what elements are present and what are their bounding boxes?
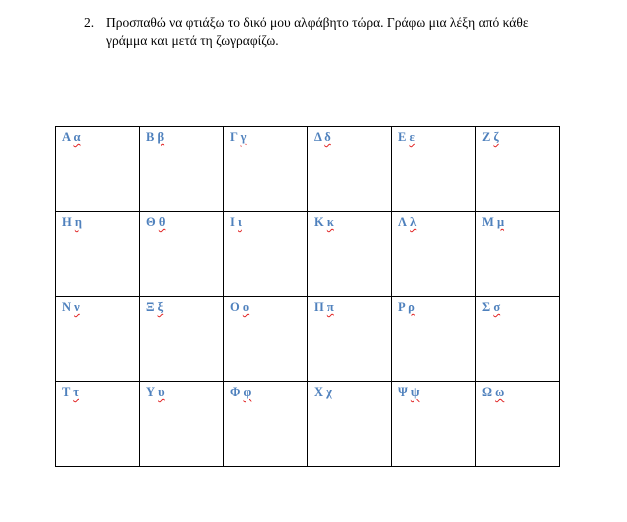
lowercase-letter: ν	[74, 300, 80, 314]
uppercase-letter: Ω	[482, 385, 493, 399]
letter-cell[interactable]	[140, 127, 224, 212]
lowercase-letter: τ	[73, 385, 80, 399]
lowercase-letter: η	[74, 215, 82, 229]
lowercase-letter: ω	[495, 385, 505, 399]
uppercase-letter: Μ	[482, 215, 494, 229]
lowercase-letter: σ	[493, 300, 501, 314]
letter-cell[interactable]	[56, 382, 140, 467]
lowercase-letter: ρ	[408, 300, 415, 314]
letter-label	[476, 297, 559, 315]
lowercase-letter: κ	[326, 215, 334, 229]
uppercase-letter: Α	[62, 130, 71, 144]
lowercase-letter: υ	[158, 385, 165, 399]
letter-label	[308, 212, 391, 230]
letter-cell[interactable]	[224, 127, 308, 212]
letter-cell[interactable]	[476, 382, 560, 467]
letter-cell[interactable]	[56, 127, 140, 212]
letter-label	[392, 212, 475, 230]
lowercase-letter: θ	[158, 215, 166, 229]
letter-cell[interactable]	[224, 212, 308, 297]
lowercase-letter: α	[73, 130, 81, 144]
letter-label	[140, 297, 223, 315]
letter-cell[interactable]	[476, 127, 560, 212]
letter-cell[interactable]	[392, 297, 476, 382]
letter-label	[56, 382, 139, 400]
lowercase-letter: ψ	[410, 385, 420, 399]
uppercase-letter: Π	[314, 300, 324, 314]
lowercase-letter: ε	[409, 130, 415, 144]
uppercase-letter: Υ	[146, 385, 156, 399]
lowercase-letter: φ	[243, 385, 252, 399]
uppercase-letter: Η	[62, 215, 72, 229]
letter-label	[140, 127, 223, 145]
letter-cell[interactable]	[308, 382, 392, 467]
uppercase-letter: Β	[146, 130, 155, 144]
letter-label	[224, 212, 307, 230]
letter-cell[interactable]	[140, 297, 224, 382]
alphabet-grid	[55, 126, 560, 467]
uppercase-letter: Ξ	[146, 300, 155, 314]
lowercase-letter: ο	[242, 300, 250, 314]
lowercase-letter: ι	[238, 215, 242, 229]
lowercase-letter: λ	[410, 215, 417, 229]
letter-label	[476, 127, 559, 145]
uppercase-letter: Χ	[314, 385, 324, 399]
letter-label	[308, 297, 391, 315]
letter-cell[interactable]	[224, 297, 308, 382]
lowercase-letter: π	[326, 300, 334, 314]
letter-cell[interactable]	[56, 212, 140, 297]
letter-label	[140, 212, 223, 230]
letter-label	[392, 297, 475, 315]
lowercase-letter: γ	[240, 130, 247, 144]
uppercase-letter: Σ	[482, 300, 491, 314]
uppercase-letter: Ε	[398, 130, 407, 144]
letter-cell[interactable]	[140, 382, 224, 467]
uppercase-letter: Δ	[314, 130, 322, 144]
letter-label	[56, 212, 139, 230]
letter-label	[224, 297, 307, 315]
uppercase-letter: Ι	[230, 215, 235, 229]
uppercase-letter: Λ	[398, 215, 407, 229]
letter-label	[308, 382, 391, 400]
letter-cell[interactable]	[140, 212, 224, 297]
uppercase-letter: Θ	[146, 215, 156, 229]
lowercase-letter: β	[157, 130, 165, 144]
grid-row	[56, 212, 560, 297]
letter-cell[interactable]	[308, 297, 392, 382]
grid-row	[56, 127, 560, 212]
letter-label	[56, 297, 139, 315]
letter-cell[interactable]	[56, 297, 140, 382]
uppercase-letter: Γ	[230, 130, 238, 144]
lowercase-letter: χ	[326, 385, 332, 399]
instruction-number: 2.	[84, 15, 95, 30]
uppercase-letter: Φ	[230, 385, 241, 399]
uppercase-letter: Ο	[230, 300, 240, 314]
uppercase-letter: Κ	[314, 215, 324, 229]
lowercase-letter: ζ	[493, 130, 499, 144]
instruction-item	[84, 14, 564, 50]
uppercase-letter: Ψ	[398, 385, 408, 399]
lowercase-letter: μ	[496, 215, 505, 229]
letter-label	[476, 212, 559, 230]
letter-cell[interactable]	[476, 212, 560, 297]
letter-cell[interactable]	[476, 297, 560, 382]
lowercase-letter: ξ	[157, 300, 164, 314]
letter-label	[224, 127, 307, 145]
uppercase-letter: Τ	[62, 385, 71, 399]
letter-cell[interactable]	[392, 212, 476, 297]
uppercase-letter: Ν	[62, 300, 72, 314]
letter-label	[392, 127, 475, 145]
instruction-text: Προσπαθώ να φτιάξω το δικό μου αλφάβητο τώρα. Γράφω μια λέξη από κάθε γράμμα και μετά τη ζωγραφίζω.	[106, 15, 529, 48]
letter-label	[308, 127, 391, 145]
letter-label	[224, 382, 307, 400]
grid-row	[56, 382, 560, 467]
letter-cell[interactable]	[392, 382, 476, 467]
letter-label	[392, 382, 475, 400]
letter-cell[interactable]	[308, 127, 392, 212]
uppercase-letter: Ρ	[398, 300, 405, 314]
lowercase-letter: δ	[324, 130, 331, 144]
uppercase-letter: Ζ	[482, 130, 491, 144]
letter-cell[interactable]	[308, 212, 392, 297]
grid-row	[56, 297, 560, 382]
letter-cell[interactable]	[224, 382, 308, 467]
letter-label	[140, 382, 223, 400]
letter-label	[56, 127, 139, 145]
letter-cell[interactable]	[392, 127, 476, 212]
letter-label	[476, 382, 559, 400]
